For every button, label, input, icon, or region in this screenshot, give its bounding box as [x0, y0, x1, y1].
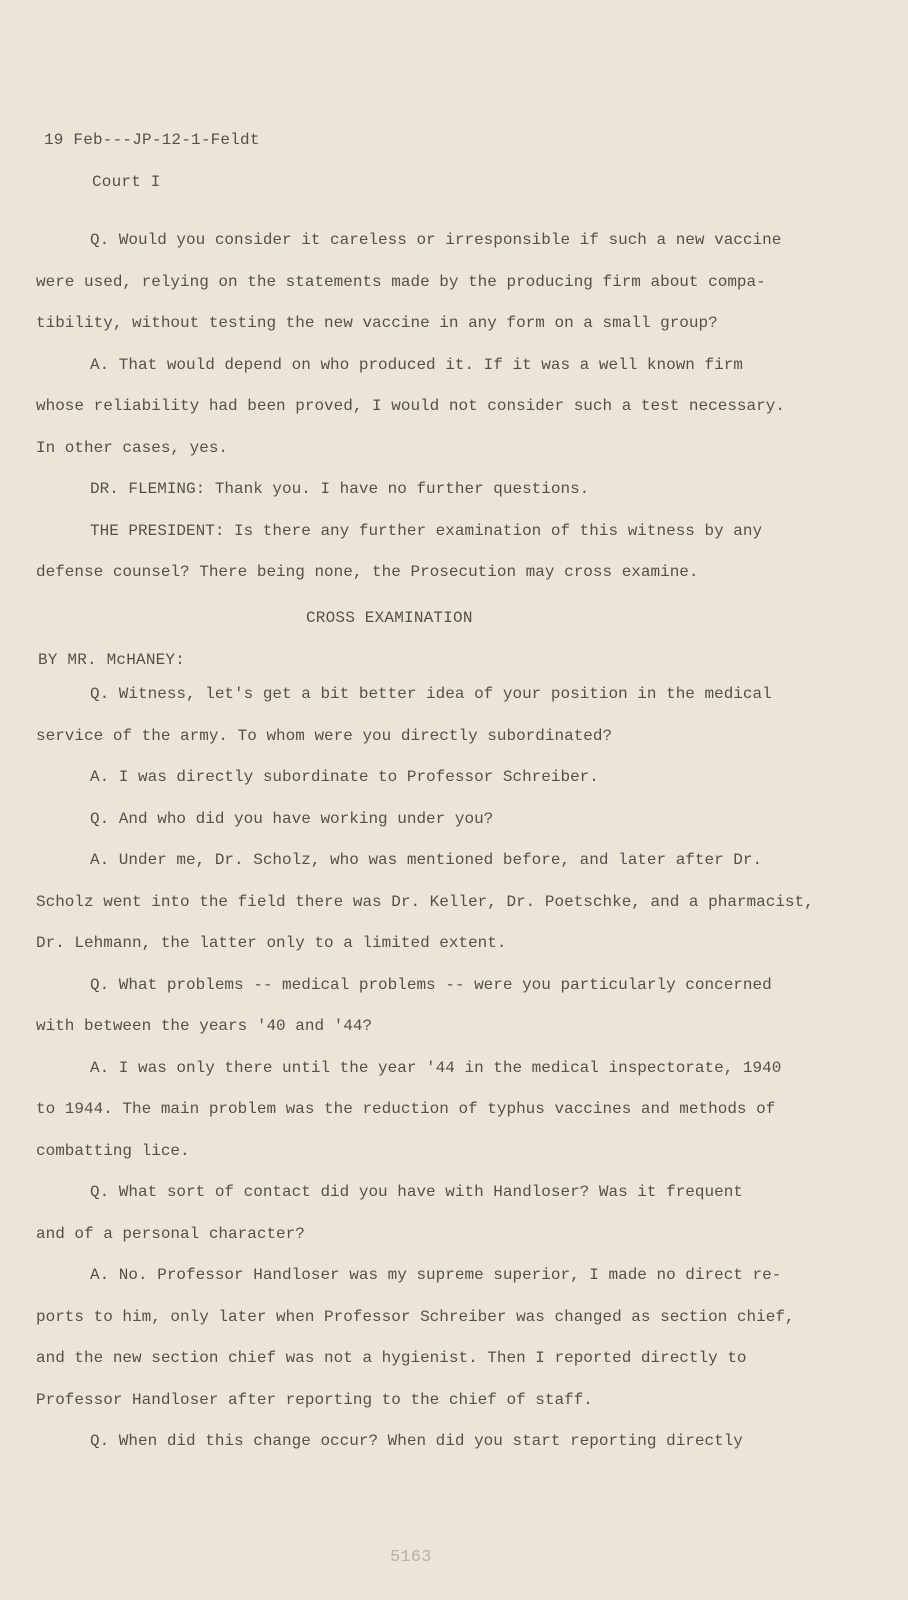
transcript-line: A. No. Professor Handloser was my supreme superior, I made no direct re-: [90, 1266, 782, 1284]
transcript-line: Q. And who did you have working under you?: [90, 809, 494, 828]
transcript-line: with between the years '40 and '44?: [36, 1017, 373, 1035]
transcript-line: defense counsel? There being none, the Prosecution may cross examine.: [36, 563, 699, 581]
transcript-line: whose reliability had been proved, I would not consider such a test necessary.: [36, 397, 785, 415]
transcript-line: A. Under me, Dr. Scholz, who was mentioned before, and later after Dr.: [90, 851, 763, 869]
page-number: 5163: [390, 1548, 432, 1567]
court-label: Court I: [92, 173, 161, 191]
transcript-line: and the new section chief was not a hygienist. Then I reported directly to: [36, 1349, 747, 1367]
transcript-line: Professor Handloser after reporting to the chief of staff.: [36, 1390, 593, 1409]
transcript-line: A. That would depend on who produced it. If it was a well known firm: [90, 355, 743, 374]
transcript-line: A. I was directly subordinate to Professor Schreiber.: [90, 768, 599, 786]
transcript-line: were used, relying on the statements made by the producing firm about compa-: [36, 272, 766, 291]
transcript-line: Dr. Lehmann, the latter only to a limited extent.: [36, 934, 507, 952]
transcript-line: Q. Witness, let's get a bit better idea of your position in the medical: [90, 685, 772, 703]
transcript-line: Q. When did this change occur? When did you start reporting directly: [90, 1432, 743, 1450]
transcript-line: to 1944. The main problem was the reduction of typhus vaccines and methods of: [36, 1100, 776, 1118]
transcript-line: tibility, without testing the new vaccine in any form on a small group?: [36, 314, 718, 332]
transcript-line: THE PRESIDENT: Is there any further examination of this witness by any: [90, 521, 763, 540]
transcript-line: Q. What sort of contact did you have with Handloser? Was it frequent: [90, 1183, 743, 1201]
transcript-block-2: [36, 674, 876, 1463]
document-reference: 19 Feb-‑-JP-12-1-Feldt: [44, 131, 260, 149]
transcript-line: Q. Would you consider it careless or irresponsible if such a new vaccine: [90, 231, 782, 249]
transcript-line: service of the army. To whom were you directly subordinated?: [36, 726, 613, 745]
transcript-line: DR. FLEMING: Thank you. I have no further questions.: [90, 480, 590, 498]
transcript-line: A. I was only there until the year '44 in the medical inspectorate, 1940: [90, 1058, 782, 1077]
examiner-line: BY MR. McHANEY:: [38, 651, 186, 669]
transcript-block-1: [36, 220, 876, 594]
transcript-line: and of a personal character?: [36, 1224, 305, 1243]
transcript-line: Q. What problems -- medical problems -- were you particularly concerned: [90, 975, 772, 994]
section-heading: CROSS EXAMINATION: [306, 609, 473, 627]
transcript-line: combatting lice.: [36, 1141, 190, 1160]
transcript-line: In other cases, yes.: [36, 438, 229, 457]
transcript-line: Scholz went into the field there was Dr. Keller, Dr. Poetschke, and a pharmacist,: [36, 892, 814, 911]
transcript-line: ports to him, only later when Professor Schreiber was changed as section chief,: [36, 1307, 795, 1326]
